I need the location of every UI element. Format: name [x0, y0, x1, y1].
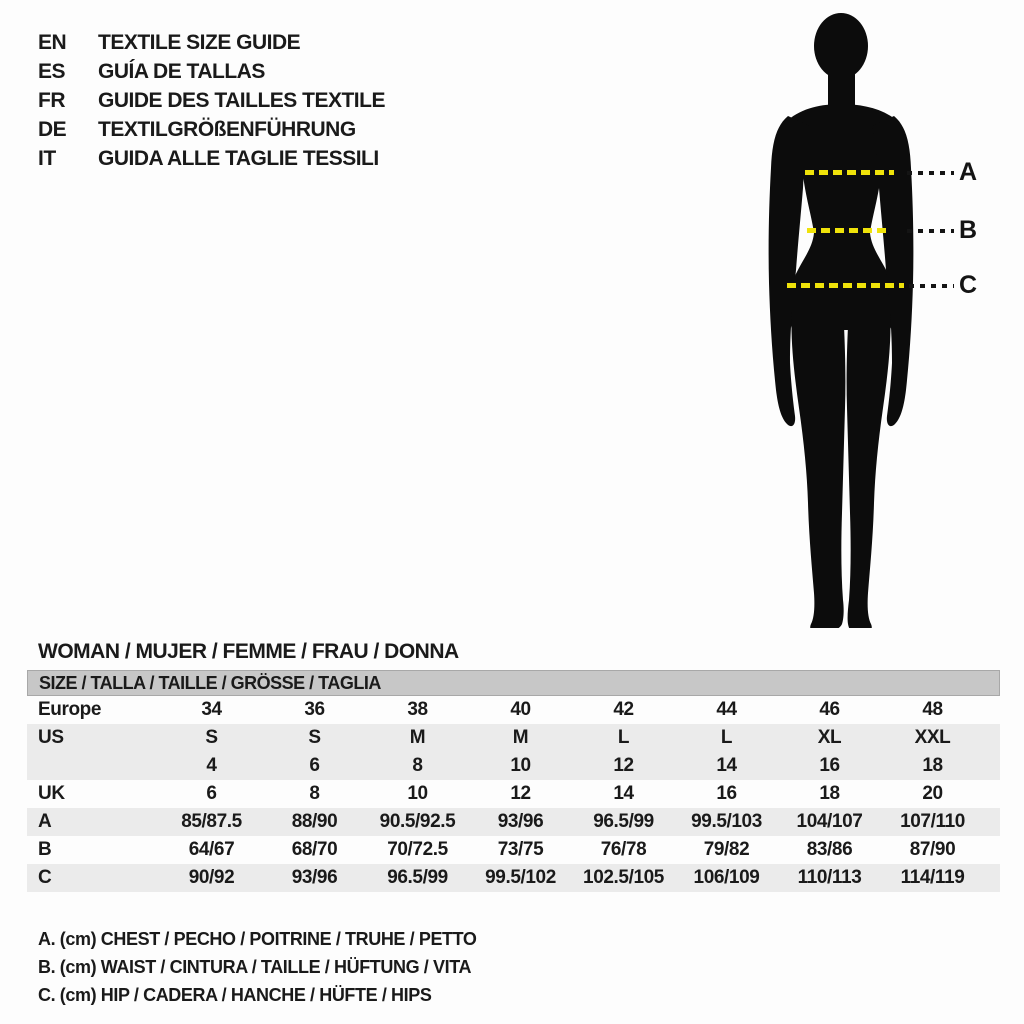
row-cell: 12: [510, 783, 531, 804]
row-cell: M: [409, 727, 426, 748]
row-cell: 40: [510, 699, 531, 720]
row-cell: 83/86: [806, 839, 853, 860]
legend-item: A. (cm) CHEST / PECHO / POITRINE / TRUHE / PETTO: [38, 929, 477, 949]
row-cell: 96.5/99: [593, 811, 654, 832]
row-cell: 10: [407, 783, 428, 804]
row-cell: XL: [817, 727, 842, 748]
row-cell: 48: [922, 699, 943, 720]
row-cell: 18: [819, 783, 840, 804]
chest-label: A: [959, 158, 978, 186]
row-cell: 79/82: [703, 839, 750, 860]
woman-silhouette-icon: [762, 8, 932, 628]
row-cell: M: [512, 727, 529, 748]
row-cell: 8: [412, 755, 423, 776]
row-cell: 14: [613, 783, 634, 804]
row-cell: 8: [309, 783, 320, 804]
language-row: [38, 115, 385, 144]
language-list: [38, 28, 385, 173]
row-cell: 34: [201, 699, 222, 720]
row-cell: 107/110: [900, 811, 965, 832]
language-row: [38, 86, 385, 115]
table-row: [27, 780, 1000, 808]
row-label: US: [38, 727, 64, 748]
language-row: [38, 144, 385, 173]
silhouette-left-leg: [791, 308, 845, 628]
row-cell: 36: [304, 699, 325, 720]
legend-item: B. (cm) WAIST / CINTURA / TAILLE / HÜFTUNG / VITA: [38, 957, 472, 977]
row-cell: 99.5/102: [485, 867, 556, 888]
table-row: [27, 836, 1000, 864]
row-cell: S: [205, 727, 218, 748]
row-label: [27, 752, 160, 780]
row-label: Europe: [38, 699, 102, 720]
row-cell: 114/119: [900, 867, 965, 888]
table-row: [27, 808, 1000, 836]
row-cell: 93/96: [291, 867, 338, 888]
row-cell: 110/113: [797, 867, 862, 888]
size-table-body: [27, 696, 1000, 892]
figure-area: [762, 8, 932, 628]
row-label: C: [38, 867, 52, 888]
row-cell: XXL: [914, 727, 951, 748]
row-cell: 4: [206, 755, 217, 776]
waist-label: B: [959, 216, 978, 244]
language-code: EN: [38, 30, 67, 54]
row-cell: 93/96: [497, 811, 544, 832]
row-cell: 46: [819, 699, 840, 720]
row-cell: 16: [819, 755, 840, 776]
row-cell: 68/70: [291, 839, 338, 860]
chest-pointer-line: [907, 171, 954, 175]
gender-heading: WOMAN / MUJER / FEMME / FRAU / DONNA: [38, 640, 459, 663]
row-cell: 106/109: [693, 867, 760, 888]
size-table: [27, 670, 1000, 892]
chest-measure-line: [805, 170, 894, 175]
size-table-header: SIZE / TALLA / TAILLE / GRÖSSE / TAGLIA: [27, 670, 1000, 696]
language-label: TEXTILGRÖßENFÜHRUNG: [98, 117, 356, 141]
silhouette-right-leg: [847, 308, 891, 628]
row-cell: 10: [510, 755, 531, 776]
waist-measure-line: [807, 228, 889, 233]
row-cell: 6: [206, 783, 217, 804]
language-code: FR: [38, 88, 65, 112]
table-row: [27, 752, 1000, 780]
waist-pointer-line: [907, 229, 954, 233]
row-label: B: [38, 839, 52, 860]
language-row: [38, 57, 385, 86]
row-cell: 88/90: [291, 811, 338, 832]
hip-pointer-line: [909, 284, 954, 288]
row-cell: 87/90: [909, 839, 956, 860]
row-cell: 96.5/99: [387, 867, 448, 888]
row-cell: 70/72.5: [387, 839, 448, 860]
hip-label: C: [959, 271, 978, 299]
language-code: DE: [38, 117, 67, 141]
row-cell: 42: [613, 699, 634, 720]
legend-item: C. (cm) HIP / CADERA / HANCHE / HÜFTE / HIPS: [38, 985, 432, 1005]
measurement-legend: [38, 925, 477, 1009]
row-cell: S: [308, 727, 321, 748]
row-cell: 18: [922, 755, 943, 776]
table-row: [27, 864, 1000, 892]
language-label: GUIDA ALLE TAGLIE TESSILI: [98, 146, 379, 170]
row-cell: 99.5/103: [691, 811, 762, 832]
language-label: TEXTILE SIZE GUIDE: [98, 30, 301, 54]
row-cell: 12: [613, 755, 634, 776]
language-label: GUÍA DE TALLAS: [98, 59, 265, 83]
language-label: GUIDE DES TAILLES TEXTILE: [98, 88, 385, 112]
language-row: [38, 28, 385, 57]
row-cell: 16: [716, 783, 737, 804]
table-row: [27, 724, 1000, 752]
row-cell: 104/107: [796, 811, 863, 832]
row-cell: 76/78: [600, 839, 647, 860]
row-cell: 38: [407, 699, 428, 720]
row-cell: 73/75: [497, 839, 544, 860]
row-cell: L: [617, 727, 630, 748]
language-code: IT: [38, 146, 56, 170]
language-code: ES: [38, 59, 66, 83]
row-cell: 6: [309, 755, 320, 776]
row-cell: 90/92: [188, 867, 235, 888]
table-row: [27, 696, 1000, 724]
row-cell: L: [720, 727, 733, 748]
row-cell: 85/87.5: [181, 811, 242, 832]
row-cell: 44: [716, 699, 737, 720]
row-cell: 20: [922, 783, 943, 804]
row-cell: 64/67: [188, 839, 235, 860]
row-cell: 102.5/105: [583, 867, 664, 888]
row-label: UK: [38, 783, 65, 804]
row-label: A: [38, 811, 52, 832]
row-cell: 14: [716, 755, 737, 776]
row-cell: 90.5/92.5: [379, 811, 456, 832]
hip-measure-line: [787, 283, 904, 288]
